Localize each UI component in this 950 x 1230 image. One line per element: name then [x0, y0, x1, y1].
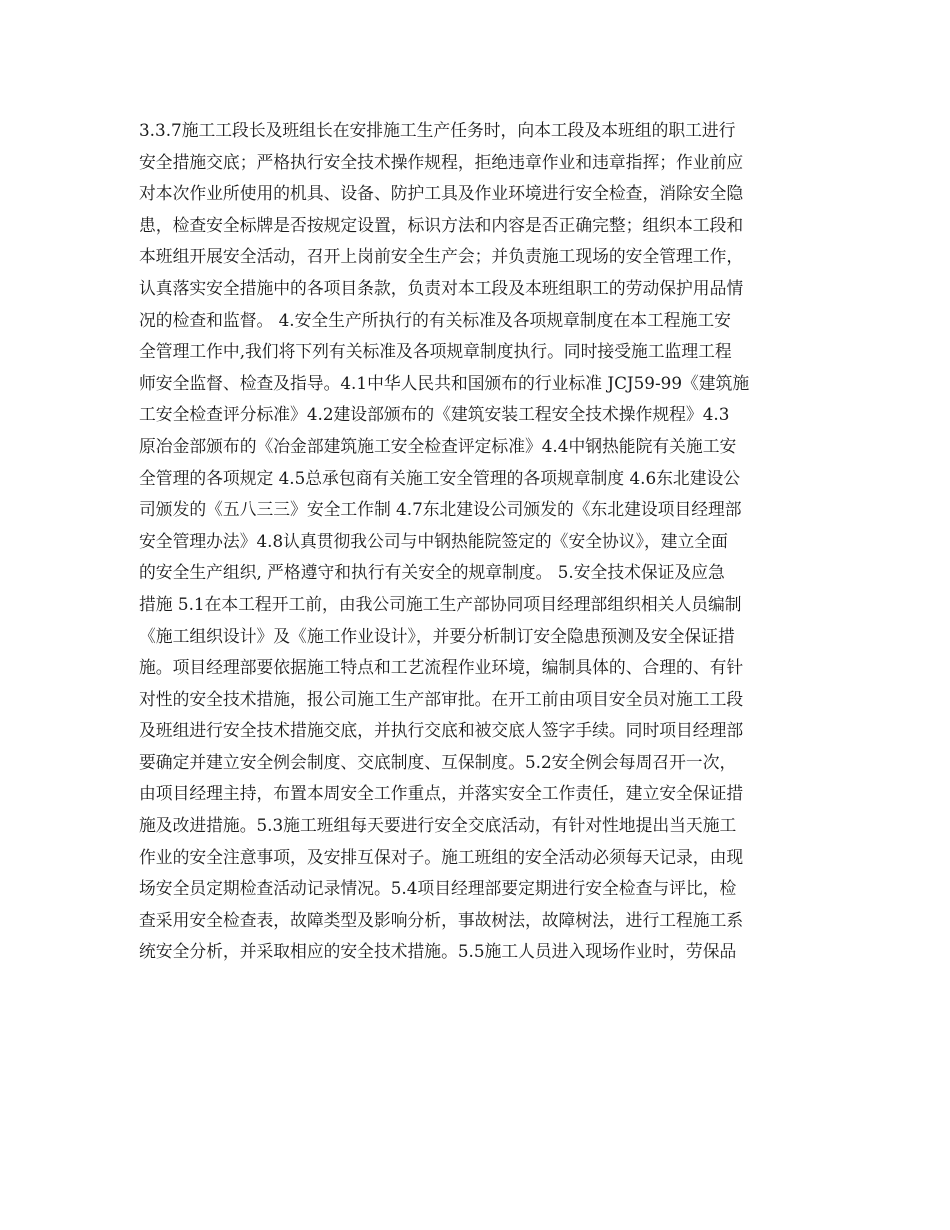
text-line: 3.3.7施工工段长及班组长在安排施工生产任务时，向本工段及本班组的职工进行 — [139, 120, 736, 140]
text-line: 全管理工作中,我们将下列有关标准及各项规章制度执行。同时接受施工监理工程 — [139, 341, 732, 362]
text-line: 场安全员定期检查活动记录情况。5.4项目经理部要定期进行安全检查与评比，检 — [139, 878, 737, 899]
text-line: 工安全检查评分标准》4.2建设部颁布的《建筑安装工程安全技术操作规程》4.3 — [139, 404, 730, 425]
text-line: 本班组开展安全活动，召开上岗前安全生产会；并负责施工现场的安全管理工作， — [139, 246, 744, 267]
text-line: 由项目经理主持，布置本周安全工作重点，并落实安全工作责任，建立安全保证措 — [139, 783, 744, 804]
text-line: 司颁发的《五八三三》安全工作制 4.7东北建设公司颁发的《东北建设项目经理部 — [139, 499, 742, 520]
text-line: 原冶金部颁布的《冶金部建筑施工安全检查评定标准》4.4中钢热能院有关施工安 — [139, 435, 737, 456]
text-line: 对性的安全技术措施，报公司施工生产部审批。在开工前由项目安全员对施工工段 — [139, 688, 744, 709]
text-line: 及班组进行安全技术措施交底，并执行交底和被交底人签字手续。同时项目经理部 — [139, 720, 744, 741]
text-line: 安全管理办法》4.8认真贯彻我公司与中钢热能院签定的《安全协议》，建立全面 — [139, 530, 728, 551]
text-line: 况的检查和监督。 4.安全生产所执行的有关标准及各项规章制度在本工程施工安 — [139, 309, 731, 330]
text-line: 施及改进措施。5.3施工班组每天要进行安全交底活动，有针对性地提出当天施工 — [139, 815, 737, 836]
text-line: 要确定并建立安全例会制度、交底制度、互保制度。5.2安全例会每周召开一次， — [139, 751, 737, 772]
text-line: 对本次作业所使用的机具、设备、防护工具及作业环境进行安全检查，消除安全隐 — [139, 183, 744, 204]
text-line: 全管理的各项规定 4.5总承包商有关施工安全管理的各项规章制度 4.6东北建设公 — [139, 467, 741, 488]
text-line: 患，检查安全标牌是否按规定设置，标识方法和内容是否正确完整；组织本工段和 — [139, 214, 744, 235]
text-line: 统安全分析，并采取相应的安全技术措施。5.5施工人员进入现场作业时，劳保品 — [139, 941, 737, 962]
text-line: 认真落实安全措施中的各项目条款，负责对本工段及本班组职工的劳动保护用品情 — [139, 277, 744, 298]
text-line: 施。项目经理部要依据施工特点和工艺流程作业环境，编制具体的、合理的、有针 — [139, 657, 744, 678]
text-line: 《施工组织设计》及《施工作业设计》，并要分析制订安全隐患预测及安全保证措 — [139, 625, 735, 646]
text-line: 的安全生产组织, 严格遵守和执行有关安全的规章制度。 5.安全技术保证及应急 — [139, 562, 725, 583]
text-line: 措施 5.1在本工程开工前，由我公司施工生产部协同项目经理部组织相关人员编制 — [139, 593, 742, 614]
text-line: 安全措施交底；严格执行安全技术操作规程，拒绝违章作业和违章指挥；作业前应 — [139, 151, 744, 172]
text-line: 师安全监督、检查及指导。4.1中华人民共和国颁布的行业标准 JCJ59-99《建筑施 — [139, 372, 750, 393]
text-line: 作业的安全注意事项，及安排互保对子。施工班组的安全活动必须每天记录，由现 — [139, 846, 744, 867]
body-text — [139, 115, 819, 968]
text-line: 查采用安全检查表，故障类型及影响分析，事故树法，故障树法，进行工程施工系 — [139, 909, 744, 930]
